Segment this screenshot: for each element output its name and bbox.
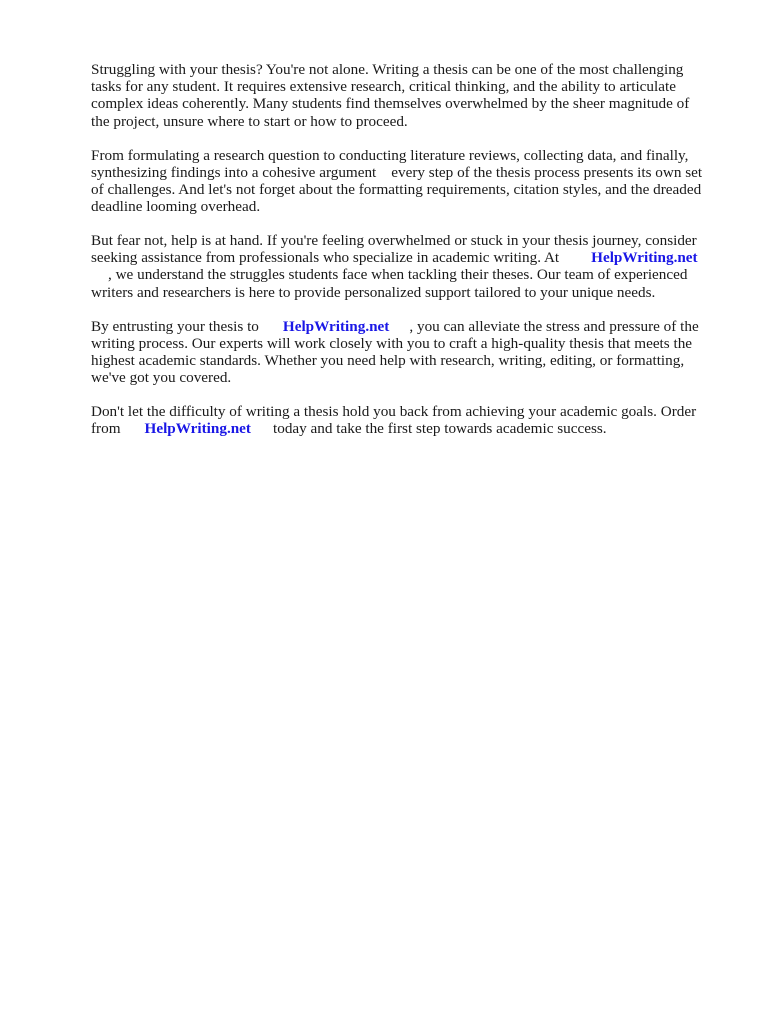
paragraph-line <box>91 164 721 181</box>
paragraph-line: Struggling with your thesis? You're not alone. Writing a thesis can be one of the most challenging <box>91 61 684 78</box>
paragraph-entrust <box>91 318 721 387</box>
paragraph-line: writing process. Our experts will work closely with you to craft a high-quality thesis that meets the <box>91 334 693 352</box>
paragraph-text: today and take the first step towards academic success. <box>273 420 607 438</box>
paragraph-line: tasks for any student. It requires extensive research, critical thinking, and the ability to articulate <box>91 78 676 96</box>
paragraph-line: we've got you covered. <box>91 369 232 387</box>
paragraph-text: from <box>91 420 121 438</box>
helpwriting-link[interactable]: HelpWriting.net <box>591 249 698 267</box>
paragraph-line <box>91 318 721 335</box>
paragraph-call-to-action <box>91 403 721 437</box>
paragraph-line: the project, unsure where to start or how to proceed. <box>91 112 408 130</box>
paragraph-challenges <box>91 147 721 216</box>
paragraph-help <box>91 232 721 301</box>
paragraph-text: By entrusting your thesis to <box>91 317 259 335</box>
paragraph-line: Don't let the difficulty of writing a thesis hold you back from achieving your academic goals. Order <box>91 403 697 421</box>
paragraph-text: , we understand the struggles students face when tackling their theses. Our team of experienced <box>108 266 688 284</box>
paragraph-line: highest academic standards. Whether you need help with research, writing, editing, or formatting, <box>91 352 685 370</box>
helpwriting-link[interactable]: HelpWriting.net <box>144 420 251 438</box>
paragraph-line <box>91 249 721 266</box>
paragraph-line: complex ideas coherently. Many students find themselves overwhelmed by the sheer magnitude of <box>91 95 690 113</box>
paragraph-text: every step of the thesis process presents its own set <box>391 163 703 181</box>
paragraph-line <box>91 420 721 437</box>
paragraph-line: From formulating a research question to conducting literature reviews, collecting data, and finally, <box>91 146 689 164</box>
paragraph-line: But fear not, help is at hand. If you're feeling overwhelmed or stuck in your thesis journey, consider <box>91 232 697 250</box>
helpwriting-link[interactable]: HelpWriting.net <box>282 317 390 335</box>
paragraph-text: seeking assistance from professionals who specialize in academic writing. At <box>91 249 560 267</box>
paragraph-intro <box>91 61 721 130</box>
paragraph-line: writers and researchers is here to provide personalized support tailored to your unique needs. <box>91 283 656 301</box>
paragraph-line: of challenges. And let's not forget about the formatting requirements, citation styles, and the dreaded <box>91 180 702 198</box>
paragraph-text: , you can alleviate the stress and pressure of the <box>409 317 699 335</box>
paragraph-line: deadline looming overhead. <box>91 198 261 216</box>
paragraph-text: synthesizing findings into a cohesive argument <box>91 163 377 181</box>
paragraph-line <box>91 266 721 283</box>
document-body <box>91 61 721 454</box>
